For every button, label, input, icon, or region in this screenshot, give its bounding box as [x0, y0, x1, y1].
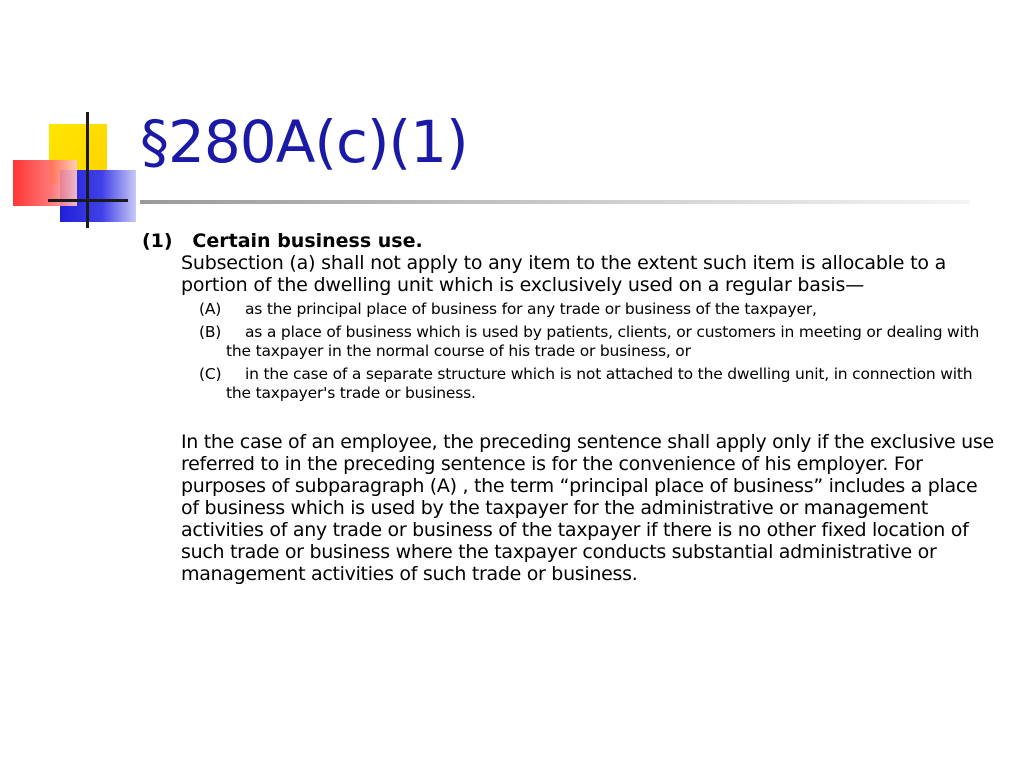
subparagraph-c-label: (C)	[199, 365, 222, 383]
logo-horizontal-line	[48, 199, 128, 202]
subparagraph-c	[199, 365, 998, 403]
subparagraph-b-text: as a place of business which is used by patients, clients, or customers in meeting or dealing with the taxpayer in the normal course of his trade or business, or	[226, 323, 980, 360]
intro-paragraph: Subsection (a) shall not apply to any item to the extent such item is allocable to a portion of the dwelling unit which is exclusively used on a regular basis—	[181, 252, 947, 296]
title-divider	[140, 200, 970, 204]
subparagraph-a-label: (A)	[199, 300, 222, 318]
subparagraph-c-text: in the case of a separate structure which is not attached to the dwelling unit, in connection with the taxpayer's trade or business.	[226, 365, 973, 402]
closing-paragraph: In the case of an employee, the preceding sentence shall apply only if the exclusive use referred to in the preceding sentence is for the convenience of his employer. For purposes of subparagraph (A) , the term “principal place of business” includes a place of business which is used by the taxpayer for the administrative or management activities of any trade or business of the taxpayer if there is no other fixed location of such trade or business where the taxpayer conducts substantial administrative or management activities of such trade or business.	[181, 431, 994, 585]
slide-body	[142, 230, 998, 585]
subparagraph-a-text: as the principal place of business for any trade or business of the taxpayer,	[245, 300, 817, 318]
subparagraph-b	[199, 323, 998, 361]
slide-title: §280A(c)(1)	[140, 108, 468, 176]
subparagraph-a	[199, 300, 998, 319]
logo-vertical-line	[86, 112, 89, 228]
subparagraph-b-label: (B)	[199, 323, 222, 341]
section-heading: (1) Certain business use.	[142, 230, 423, 252]
